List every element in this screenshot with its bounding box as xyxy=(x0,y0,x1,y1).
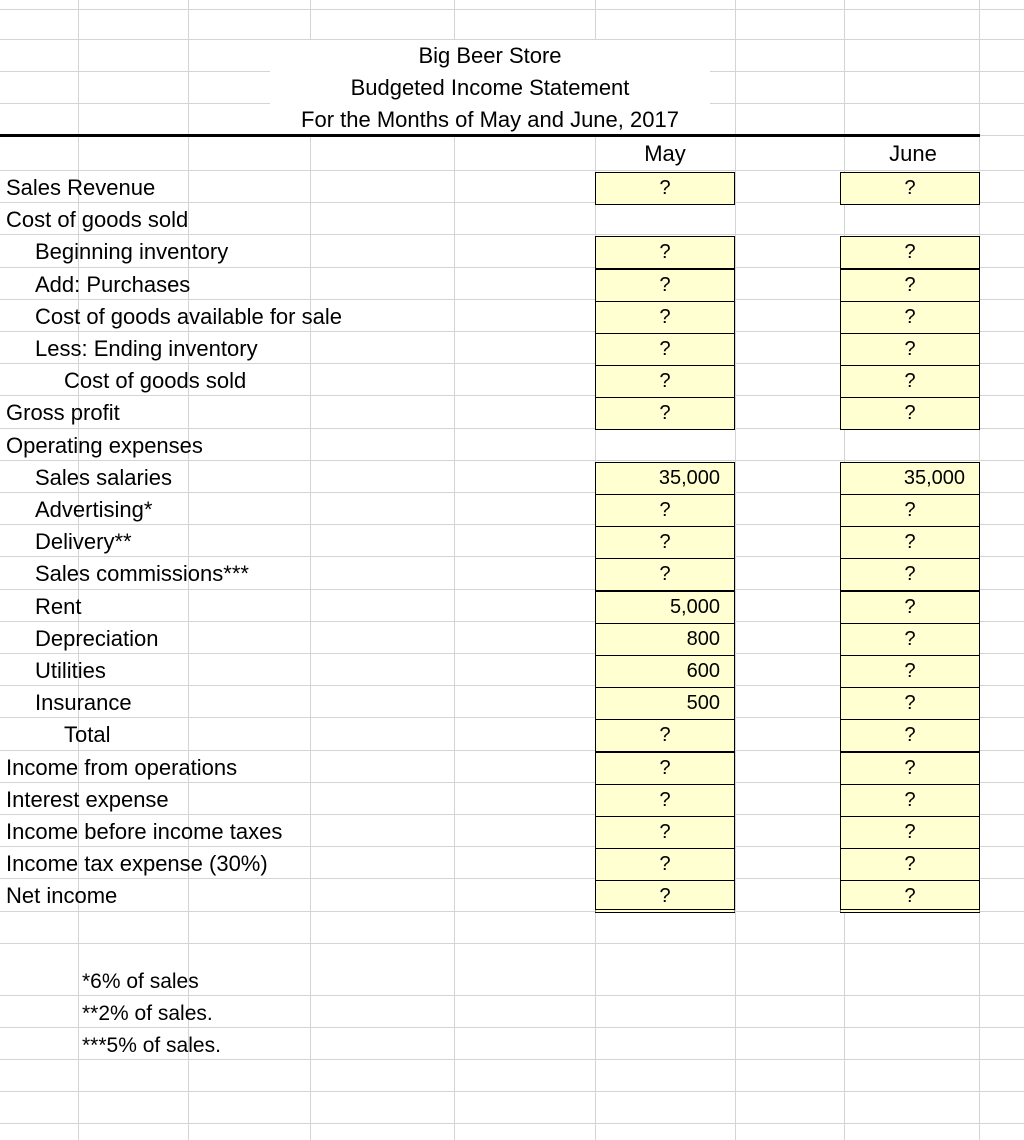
june-value-cell[interactable]: ? xyxy=(840,333,980,366)
may-value-cell[interactable]: ? xyxy=(595,558,735,591)
june-value-cell[interactable]: ? xyxy=(840,623,980,656)
column-header-june: June xyxy=(889,141,937,166)
june-value-cell[interactable]: ? xyxy=(840,848,980,881)
may-value-cell[interactable]: ? xyxy=(595,397,735,430)
june-value-cell[interactable]: ? xyxy=(840,236,980,269)
june-value-cell[interactable]: ? xyxy=(840,591,980,624)
may-value-cell[interactable]: 5,000 xyxy=(595,591,735,624)
row-label: Advertising* xyxy=(35,497,153,522)
may-value-cell[interactable]: 800 xyxy=(595,623,735,656)
may-value-cell[interactable]: ? xyxy=(595,752,735,785)
row-label: Add: Purchases xyxy=(35,271,191,297)
row-label: Cost of goods sold xyxy=(64,368,247,394)
may-value-cell[interactable]: ? xyxy=(595,848,735,881)
may-value-cell[interactable]: ? xyxy=(595,172,735,205)
may-value-cell[interactable]: ? xyxy=(595,333,735,366)
grid-column-line xyxy=(310,0,311,1140)
june-value-cell[interactable]: ? xyxy=(840,719,980,752)
grid-row-line xyxy=(0,1123,1024,1124)
row-label: Less: Ending inventory xyxy=(35,336,258,361)
june-value-cell[interactable]: ? xyxy=(840,784,980,817)
statement-title: Budgeted Income Statement xyxy=(350,75,630,100)
footnote-advertising: *6% of sales xyxy=(82,970,199,993)
june-value-cell[interactable]: ? xyxy=(840,172,980,205)
june-value-cell[interactable]: ? xyxy=(840,301,980,334)
grid-column-line xyxy=(454,0,455,1140)
company-title: Big Beer Store xyxy=(418,43,562,68)
june-value-cell[interactable]: ? xyxy=(840,880,980,913)
footnote-commissions: ***5% of sales. xyxy=(82,1034,221,1057)
june-value-cell[interactable]: ? xyxy=(840,752,980,785)
period-title: For the Months of May and June, 2017 xyxy=(301,107,679,132)
may-value-cell[interactable]: ? xyxy=(595,880,735,913)
row-label: Cost of goods available for sale xyxy=(35,303,342,329)
june-value-cell[interactable]: ? xyxy=(840,526,980,559)
june-value-cell[interactable]: ? xyxy=(840,558,980,591)
row-label: Income from operations xyxy=(6,754,238,780)
header-rule xyxy=(0,134,980,137)
row-label: Interest expense xyxy=(6,786,169,812)
may-value-cell[interactable]: 600 xyxy=(595,655,735,688)
may-value-cell[interactable]: ? xyxy=(595,269,735,302)
row-label: Beginning inventory xyxy=(35,239,229,265)
may-value-cell[interactable]: 500 xyxy=(595,687,735,720)
june-value-cell[interactable]: ? xyxy=(840,687,980,720)
row-label: Income tax expense (30%) xyxy=(6,851,268,877)
june-value-cell[interactable]: ? xyxy=(840,365,980,398)
footnote-delivery: **2% of sales. xyxy=(82,1002,213,1025)
june-value-cell[interactable]: 35,000 xyxy=(840,462,980,495)
row-label: Cost of goods sold xyxy=(6,207,189,233)
grid-row-line xyxy=(0,9,1024,10)
row-label: Utilities xyxy=(35,658,106,683)
grid-row-line xyxy=(0,943,1024,944)
may-value-cell[interactable]: ? xyxy=(595,236,735,269)
row-label: Net income xyxy=(6,883,118,909)
row-label: Delivery** xyxy=(35,529,132,555)
row-label: Total xyxy=(64,722,111,748)
may-value-cell[interactable]: ? xyxy=(595,365,735,398)
grid-row-line xyxy=(0,1091,1024,1092)
may-value-cell[interactable]: ? xyxy=(595,719,735,752)
june-value-cell[interactable]: ? xyxy=(840,269,980,302)
may-value-cell[interactable]: ? xyxy=(595,494,735,527)
may-value-cell[interactable]: ? xyxy=(595,816,735,849)
grid-column-line xyxy=(735,0,736,1140)
row-label: Insurance xyxy=(35,690,132,716)
may-value-cell[interactable]: ? xyxy=(595,301,735,334)
row-label: Sales commissions*** xyxy=(35,561,249,587)
grid-row-line xyxy=(0,170,1024,171)
may-value-cell[interactable]: 35,000 xyxy=(595,462,735,495)
may-value-cell[interactable]: ? xyxy=(595,526,735,559)
june-value-cell[interactable]: ? xyxy=(840,494,980,527)
june-value-cell[interactable]: ? xyxy=(840,397,980,430)
row-label: Income before income taxes xyxy=(6,819,283,844)
may-value-cell[interactable]: ? xyxy=(595,784,735,817)
row-label: Rent xyxy=(35,593,82,619)
row-label: Sales Revenue xyxy=(6,175,156,200)
row-label: Sales salaries xyxy=(35,464,172,490)
june-value-cell[interactable]: ? xyxy=(840,816,980,849)
column-header-may: May xyxy=(644,141,686,166)
row-label: Depreciation xyxy=(35,625,159,651)
row-label: Gross profit xyxy=(6,400,120,426)
row-label: Operating expenses xyxy=(6,432,203,458)
june-value-cell[interactable]: ? xyxy=(840,655,980,688)
